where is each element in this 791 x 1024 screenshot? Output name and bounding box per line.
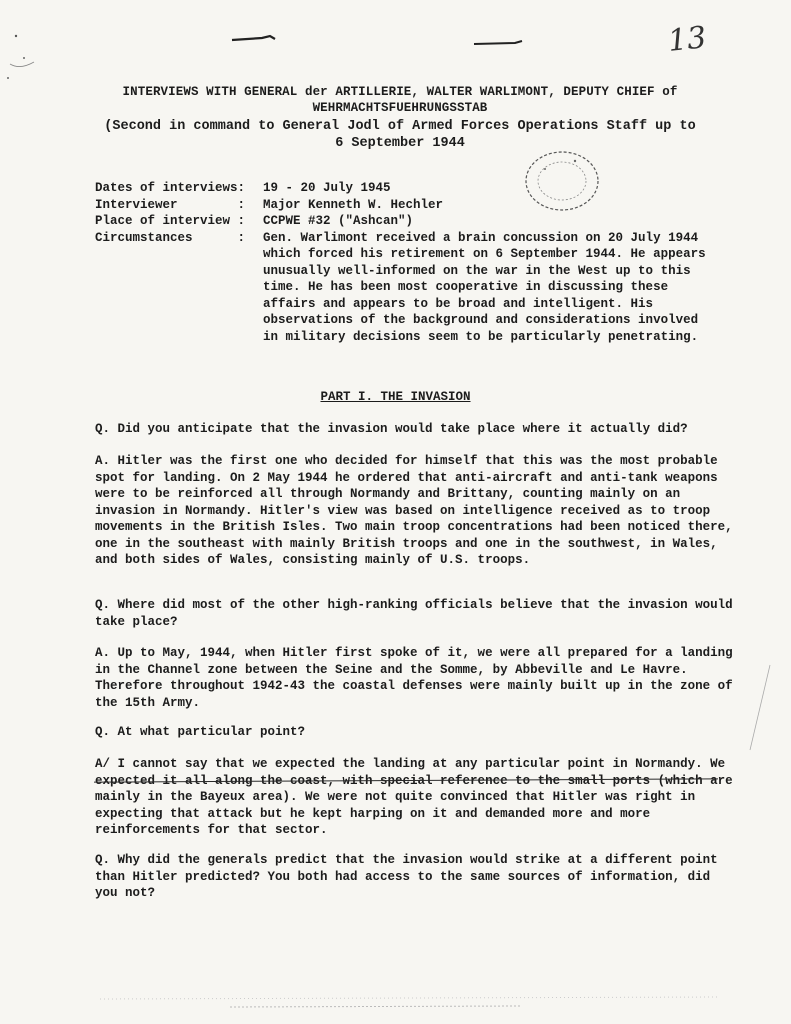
document-title	[80, 84, 720, 116]
question-paragraph: Q. At what particular point?	[95, 725, 306, 739]
scan-margin-noise	[740, 660, 780, 760]
meta-row-dates	[95, 180, 713, 197]
meta-label: Place of interview :	[95, 214, 246, 228]
meta-row-place	[95, 213, 713, 230]
meta-value: Gen. Warlimont received a brain concussion on 20 July 1944 which forced his retirement on 6 September 1944. He appears unusually well-informed on the war in the West up to this time. He has been most cooperative in discussing these affairs and appears to be broad and intelligent. His observations of the background and considerations involved in military decisions seem to be particularly penetrating.	[263, 230, 706, 344]
meta-row-circumstances	[95, 230, 713, 346]
meta-value: CCPWE #32 ("Ashcan")	[263, 214, 414, 228]
question-paragraph: Q. Where did most of the other high-ranking officials believe that the invasion would take place?	[95, 598, 733, 629]
meta-label: Interviewer :	[95, 197, 246, 212]
question-paragraph: Q. Did you anticipate that the invasion would take place where it actually did?	[95, 422, 688, 436]
scan-bottom-noise	[0, 985, 791, 1024]
interview-metadata	[95, 180, 713, 345]
meta-label: Dates of interviews:	[95, 181, 246, 195]
meta-label: Circumstances :	[95, 230, 246, 245]
meta-row-interviewer	[95, 197, 713, 214]
document-subtitle	[80, 118, 720, 152]
page-number: 13	[666, 20, 708, 59]
subtitle-line-1: (Second in command to General Jodl of Armed Forces Operations Staff up to	[104, 119, 696, 134]
section-heading	[0, 390, 791, 404]
title-line-2: WEHRMACHTSFUEHRUNGSSTAB	[312, 101, 488, 115]
meta-value: 19 - 20 July 1945	[263, 181, 391, 195]
answer-paragraph: A. Up to May, 1944, when Hitler first spoke of it, we were all prepared for a landing in the Channel zone between the Seine and the Somme, by Abbeville and Le Havre. Therefore throughout 1942-43 the coastal defenses were mainly built up in the zone of the 15th Army.	[95, 646, 733, 710]
meta-value: Major Kenneth W. Hechler	[263, 197, 444, 212]
answer-paragraph: A. Hitler was the first one who decided for himself that this was the most probable spot for landing. On 2 May 1944 he ordered that anti-aircraft and anti-tank weapons were to be reinforced all through Normandy and Brittany, counting mainly on an invasion in Normandy. Hitler's view was based on intelligence received as to troop movements in the British Isles. Two main troop concentrations had been noticed there, one in the southeast with mainly British troops and one in the southwest, in Wales, and both sides of Wales, consisting mainly of U.S. troops.	[95, 454, 733, 567]
answer-paragraph: A/ I cannot say that we expected the landing at any particular point in Normandy. We expected it all along the coast, with special reference to the small ports (which are mainly in the Bayeux area). We were not quite convinced that Hitler was right in expecting that attack but he kept harping on it and demanded more and more reinforcements for that sector.	[95, 757, 733, 837]
section-heading-text: PART I. THE INVASION	[320, 390, 471, 404]
subtitle-line-2: 6 September 1944	[335, 136, 465, 151]
question-paragraph: Q. Why did the generals predict that the invasion would strike at a different point than Hitler predicted? You both had access to the same sources of information, did you not?	[95, 853, 718, 900]
title-line-1: INTERVIEWS WITH GENERAL der ARTILLERIE, WALTER WARLIMONT, DEPUTY CHIEF of	[122, 85, 678, 99]
